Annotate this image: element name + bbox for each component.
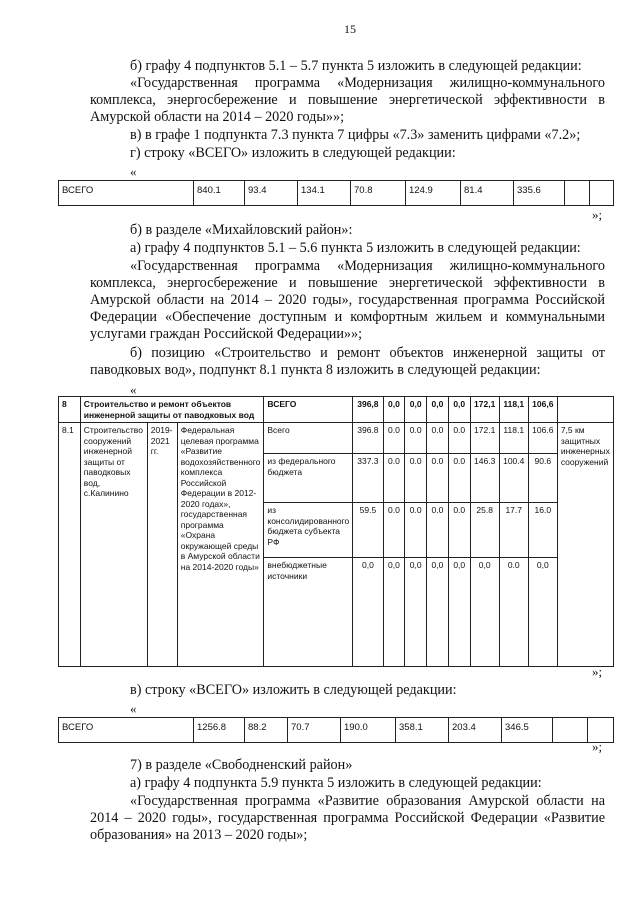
table-cell: 0.0 — [405, 503, 427, 558]
section-8-table — [58, 396, 614, 667]
quote-close: »; — [592, 739, 603, 754]
quote-open: « — [130, 701, 137, 716]
paragraph: а) графу 4 подпункта 5.9 пункта 5 изложить в следующей редакции: — [130, 775, 542, 791]
table-cell: 16.0 — [528, 503, 557, 558]
table-cell: 0.0 — [448, 423, 470, 454]
table-cell: 0,0 — [383, 558, 405, 667]
row-number: 8.1 — [59, 423, 81, 667]
quote-open: « — [130, 382, 137, 397]
quote-close: »; — [592, 207, 603, 222]
table-cell: 59.5 — [353, 503, 383, 558]
table-cell: 124.9 — [406, 181, 461, 206]
table-cell: 172.1 — [470, 423, 499, 454]
table-cell: 0.0 — [427, 423, 449, 454]
paragraph: в) в графе 1 подпункта 7.3 пункта 7 цифры «7.3» заменить цифрами «7.2»; — [130, 127, 581, 143]
table-cell: 335.6 — [514, 181, 565, 206]
table-cell: 25.8 — [470, 503, 499, 558]
table-row — [59, 423, 614, 454]
table-cell: 0,0 — [448, 397, 470, 423]
table-cell: 106,6 — [528, 397, 557, 423]
table-cell: 100.4 — [499, 454, 528, 503]
paragraph: б) графу 4 подпунктов 5.1 – 5.7 пункта 5 изложить в следующей редакции: — [130, 58, 582, 74]
table-cell: ВСЕГО — [59, 181, 194, 206]
paragraph: «Государственная программа «Модернизация жилищно-коммунального комплекса, энергосбережение и повышение энергетической эффективности в Амурской области на 2014 – 2020 годы», государственная программа Российской Федерации «Обеспечение доступным и комфортным жильем и коммунальными услугами граждан Российской Федерации»»; — [90, 258, 605, 342]
paragraph: 7) в разделе «Свободненский район» — [130, 757, 353, 773]
table-cell: 93.4 — [245, 181, 298, 206]
total-table-2 — [58, 717, 614, 743]
table-cell: 337.3 — [353, 454, 383, 503]
paragraph: б) в разделе «Михайловский район»: — [130, 222, 353, 238]
years: 2019-2021 гг. — [147, 423, 177, 667]
table-cell: 0,0 — [427, 558, 449, 667]
paragraph: а) графу 4 подпунктов 5.1 – 5.6 пункта 5 изложить в следующей редакции: — [130, 240, 581, 256]
table-cell: 0,0 — [383, 397, 405, 423]
table-cell: 118,1 — [499, 397, 528, 423]
section-title: Строительство и ремонт объектов инженерной защиты от паводковых вод — [80, 397, 264, 423]
paragraph: «Государственная программа «Модернизация жилищно-коммунального комплекса, энергосбережение и повышение энергетической эффективности в Амурской области на 2014 – 2020 годы»»; — [90, 75, 605, 125]
table-cell: 0,0 — [470, 558, 499, 667]
table-cell: 118.1 — [499, 423, 528, 454]
table-cell: 0.0 — [383, 503, 405, 558]
table-cell: 0,0 — [405, 558, 427, 667]
table-cell: 134.1 — [298, 181, 351, 206]
table-cell: 70.8 — [351, 181, 406, 206]
table-cell: 0.0 — [405, 454, 427, 503]
source-label: из федерального бюджета — [264, 454, 353, 503]
source-label: из консолидированного бюджета субъекта РФ — [264, 503, 353, 558]
table-cell: 190.0 — [341, 718, 396, 743]
table-cell: 17.7 — [499, 503, 528, 558]
table-cell — [553, 718, 588, 743]
table-cell: 1256.8 — [194, 718, 245, 743]
quote-open: « — [130, 164, 137, 179]
paragraph: в) строку «ВСЕГО» изложить в следующей редакции: — [130, 682, 457, 698]
table-row — [59, 181, 614, 206]
table-cell: 70.7 — [288, 718, 341, 743]
table-cell: 840.1 — [194, 181, 245, 206]
section-total-label: ВСЕГО — [264, 397, 353, 423]
table-cell: 106.6 — [528, 423, 557, 454]
paragraph: «Государственная программа «Развитие образования Амурской области на 2014 – 2020 годы», государственная программа Российской Федерации «Развитие образования» на 2013 – 2020 годы»; — [90, 793, 605, 843]
table-cell: 358.1 — [396, 718, 449, 743]
source-label: внебюджетные источники — [264, 558, 353, 667]
table-cell: 0.0 — [448, 454, 470, 503]
table-cell: 0.0 — [499, 558, 528, 667]
source-label: Всего — [264, 423, 353, 454]
page-number: 15 — [344, 22, 356, 36]
quote-close: »; — [592, 664, 603, 679]
table-cell: 203.4 — [449, 718, 502, 743]
paragraph: б) позицию «Строительство и ремонт объектов инженерной защиты от паводковых вод», подпункт 8.1 пункта 8 изложить в следующей редакции: — [90, 345, 605, 378]
table-cell: 396,8 — [353, 397, 383, 423]
table-cell: 81.4 — [461, 181, 514, 206]
table-cell: 0.0 — [427, 503, 449, 558]
table-cell — [565, 181, 590, 206]
table-cell: 346.5 — [502, 718, 553, 743]
table-cell: 0.0 — [405, 423, 427, 454]
table-cell: 146.3 — [470, 454, 499, 503]
result: 7,5 км защитных инженерных сооружений — [557, 423, 613, 667]
paragraph: г) строку «ВСЕГО» изложить в следующей редакции: — [130, 145, 456, 161]
table-cell: 396.8 — [353, 423, 383, 454]
table-cell: ВСЕГО — [59, 718, 194, 743]
table-cell — [557, 397, 613, 423]
program-name: Федеральная целевая программа «Развитие водохозяйственного комплекса Российской Федерации в 2012-2020 годах», государственная программа «Охрана окружающей среды в Амурской области на 2014-2020 годы» — [177, 423, 264, 667]
table-cell: 0.0 — [383, 454, 405, 503]
section-number: 8 — [59, 397, 81, 423]
table-cell: 0.0 — [448, 503, 470, 558]
table-row — [59, 718, 614, 743]
table-cell: 0,0 — [528, 558, 557, 667]
table-cell: 88.2 — [245, 718, 288, 743]
table-cell: 90.6 — [528, 454, 557, 503]
table-cell: 0,0 — [405, 397, 427, 423]
table-cell: 0,0 — [353, 558, 383, 667]
total-table-1 — [58, 180, 614, 206]
object-name: Строительство сооружений инженерной защиты от паводковых вод, с.Калинино — [80, 423, 147, 667]
table-cell: 0,0 — [427, 397, 449, 423]
table-cell: 0,0 — [448, 558, 470, 667]
table-cell: 0.0 — [427, 454, 449, 503]
table-cell — [590, 181, 614, 206]
table-cell: 172,1 — [470, 397, 499, 423]
table-row — [59, 397, 614, 423]
table-cell: 0.0 — [383, 423, 405, 454]
